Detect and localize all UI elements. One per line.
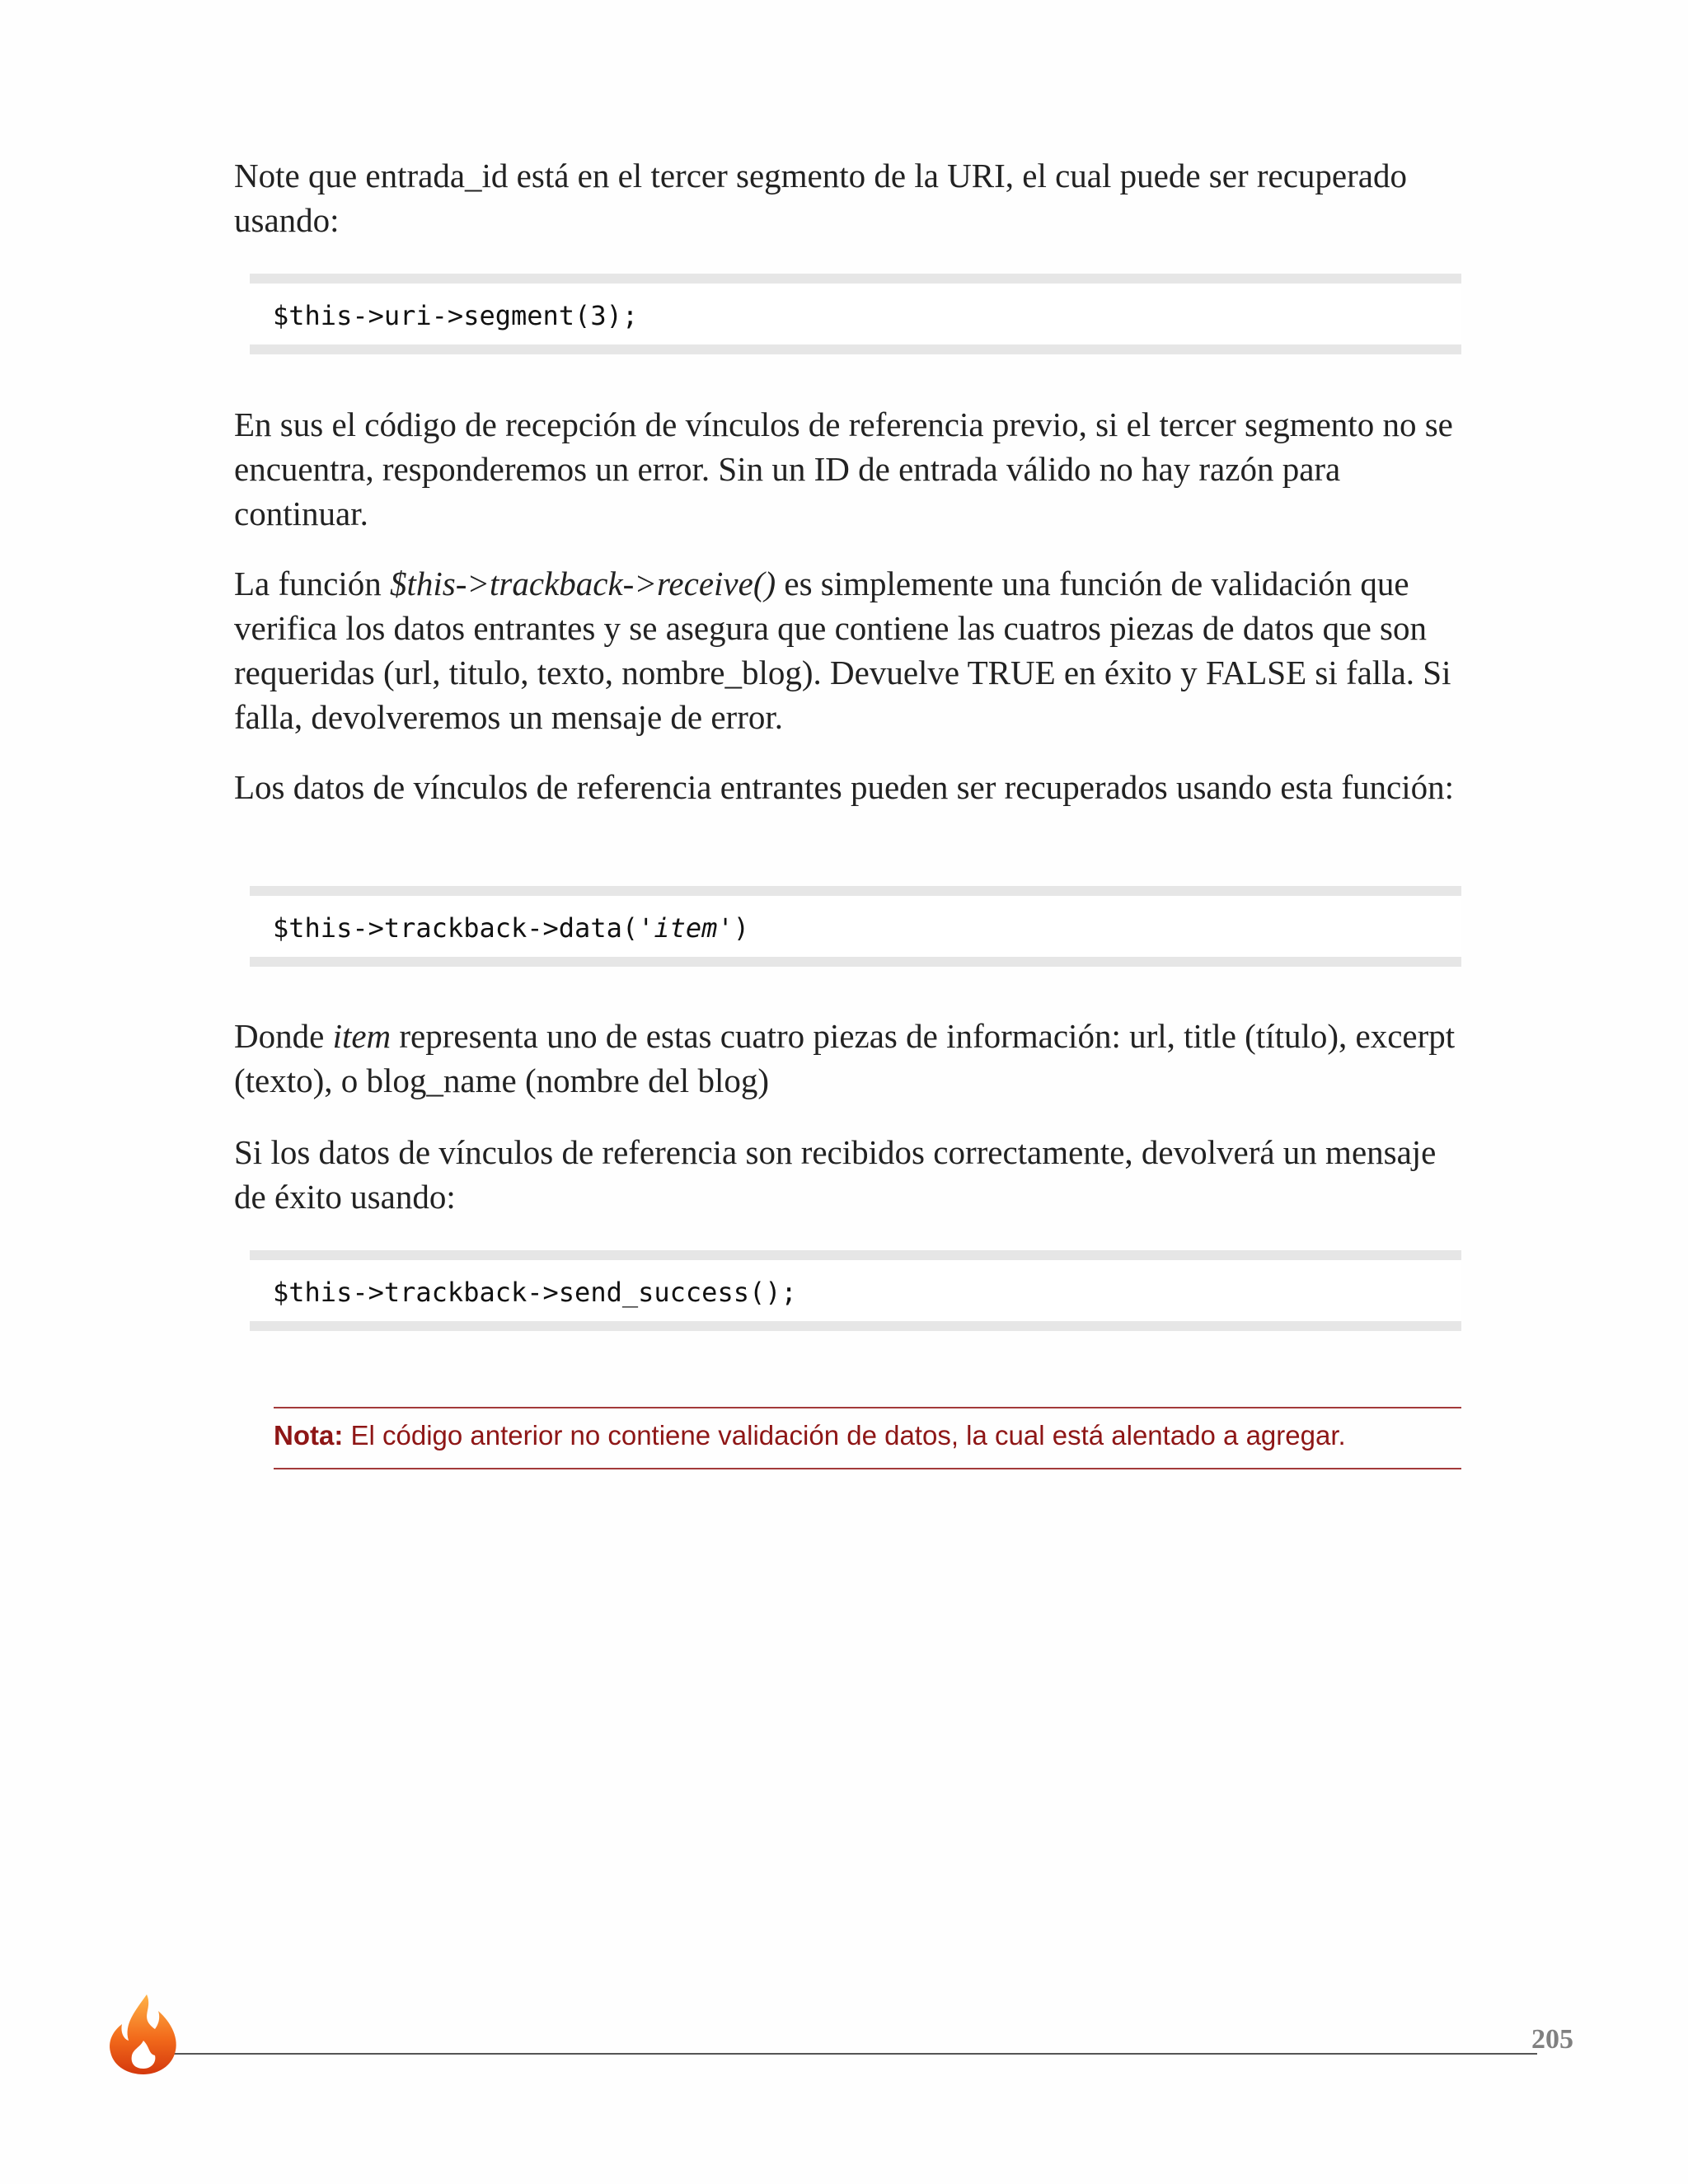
- code-line-1: $this->uri->segment(3);: [273, 300, 639, 331]
- paragraph-5-text-start: Donde: [234, 1017, 333, 1055]
- function-name-emphasis: $this->trackback->receive(): [389, 565, 776, 602]
- code-line-2-start: $this->trackback->data(': [273, 912, 654, 944]
- paragraph-2: En sus el código de recepción de vínculos de referencia previo, si el tercer segmento no se encuentra, responderemos un error. Sin un ID de entrada válido no hay razón para continuar.: [234, 405, 1453, 532]
- page-number: 205: [1531, 2024, 1573, 2055]
- code-item-emphasis: item: [654, 912, 718, 944]
- footer-rule: [144, 2053, 1537, 2055]
- code-block-3: [250, 1250, 1461, 1331]
- flame-icon: [106, 1993, 181, 2075]
- code-block-2: [250, 886, 1461, 967]
- paragraph-5: [234, 1014, 1470, 1103]
- paragraph-3: [234, 561, 1470, 739]
- note-box: [274, 1407, 1461, 1469]
- item-emphasis: item: [332, 1017, 392, 1055]
- paragraph-3-text-start: La función: [234, 565, 390, 602]
- code-line-3: $this->trackback->send_success();: [273, 1277, 797, 1308]
- paragraph-4: Los datos de vínculos de referencia entrantes pueden ser recuperados usando esta función:: [234, 768, 1454, 806]
- paragraph-1: Note que entrada_id está en el tercer segmento de la URI, el cual puede ser recuperado usando:: [234, 157, 1407, 239]
- code-line-2-end: '): [717, 912, 749, 944]
- note-text: El código anterior no contiene validación de datos, la cual está alentado a agregar.: [343, 1420, 1346, 1451]
- note-content: [274, 1420, 1346, 1451]
- code-block-1: [250, 274, 1461, 354]
- paragraph-3-text-end: es simplemente una función de validación que verifica los datos entrantes y se asegura que contiene las cuatros piezas de datos que son requeridas (url, titulo, texto, nombre_blog). Devuelve TRUE en éxito y FALSE si falla. Si falla, devolveremos un mensaje de error.: [234, 565, 1451, 736]
- paragraph-6: Si los datos de vínculos de referencia son recibidos correctamente, devolverá un mensaje de éxito usando:: [234, 1133, 1437, 1216]
- note-label: Nota:: [274, 1420, 344, 1451]
- code-line-2: [273, 912, 749, 944]
- paragraph-5-text-end: representa uno de estas cuatro piezas de información: url, title (título), excerpt (texto), o blog_name (nombre del blog): [234, 1017, 1456, 1099]
